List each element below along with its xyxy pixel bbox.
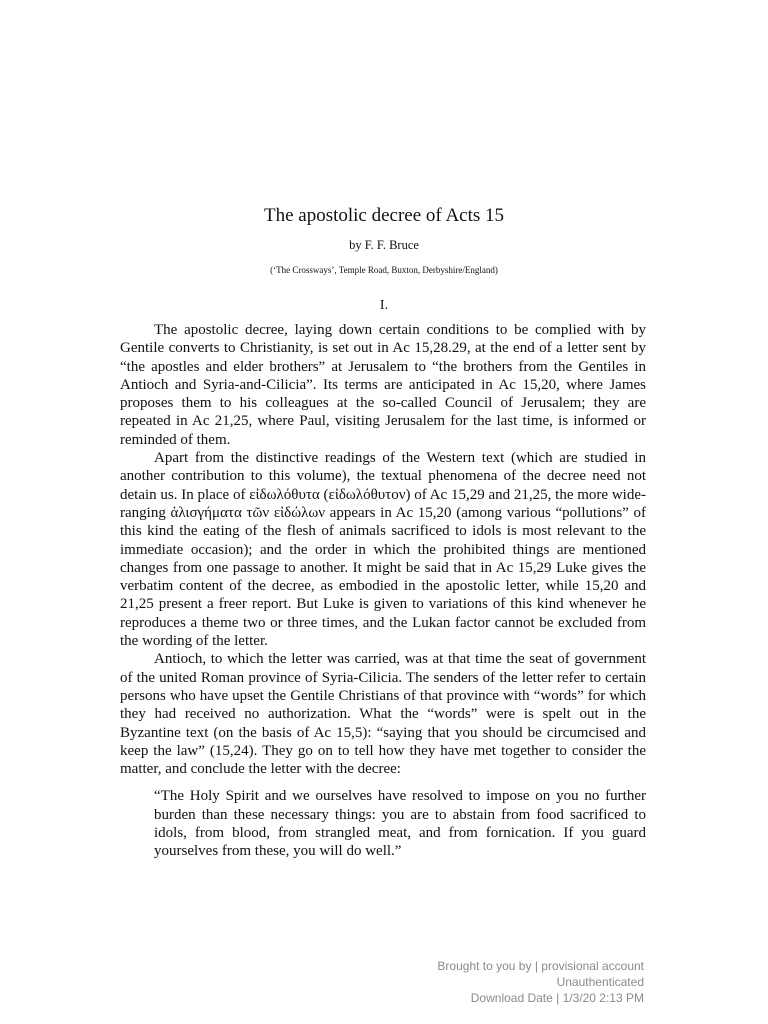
footer-line: Brought to you by | provisional account (437, 959, 644, 973)
paragraph: Apart from the distinctive readings of the Western text (which are studied in another contribution to this volume), the textual phenomena of the decree need not detain us. In place of εἰδωλόθυτα (εἰδωλόθυτον) of Ac 15,29 and 21,25, the more wide-ranging ἀλισγήματα τῶν εἰδώλων appears in Ac 15,20 (among various “pollutions” of this kind the eating of the flesh of animals sacrificed to idols is most relevant to the immediate occasion); and the order in which the prohibited things are mentioned changes from one passage to another. It might be said that in Ac 15,29 Luke gives the verbatim content of the decree, as embodied in the apostolic letter, while 15,20 and 21,25 present a freer report. But Luke is given to variations of this kind whenever he reproduces a theme two or three times, and the Lukan factor cannot be excluded from the wording of the letter. (120, 450, 646, 650)
article-title: The apostolic decree of Acts 15 (263, 205, 505, 226)
author-address: (‘The Crossways’, Temple Road, Buxton, Derbyshire/England) (270, 265, 498, 275)
paragraph: Antioch, to which the letter was carried, was at that time the seat of government of the united Roman province of Syria-Cilicia. The senders of the letter refer to certain persons who have upset the Gentile Christians of that province with “words” for which they had received no authorization. What the “words” were is spelt out in the Byzantine text (on the basis of Ac 15,5): “saying that you should be circumcised and keep the law” (15,24). They go on to tell how they have met together to consider the matter, and conclude the letter with the decree: (120, 651, 646, 778)
section-heading: I. (379, 298, 389, 313)
access-watermark (437, 958, 644, 1006)
article-body (120, 321, 646, 861)
footer-line: Download Date | 1/3/20 2:13 PM (470, 991, 644, 1005)
block-quote: “The Holy Spirit and we ourselves have resolved to impose on you no further burden than these necessary things: you are to abstain from food sacrificed to idols, from blood, from strangled meat, and from fornication. If you guard yourselves from these, you will do well.” (154, 788, 646, 860)
footer-line: Unauthenticated (556, 975, 644, 989)
author-byline: by F. F. Bruce (349, 238, 419, 252)
paragraph: The apostolic decree, laying down certain conditions to be complied with by Gentile converts to Christianity, is set out in Ac 15,28.29, at the end of a letter sent by “the apostles and elder brothers” at Jerusalem to “the brothers from the Gentiles in Antioch and Syria-and-Cilicia”. Its terms are anticipated in Ac 15,20, where James proposes them to his colleagues at the so-called Council of Jerusalem; they are repeated in Ac 21,25, where Paul, visiting Jerusalem for the last time, is informed or reminded of them. (120, 322, 646, 448)
